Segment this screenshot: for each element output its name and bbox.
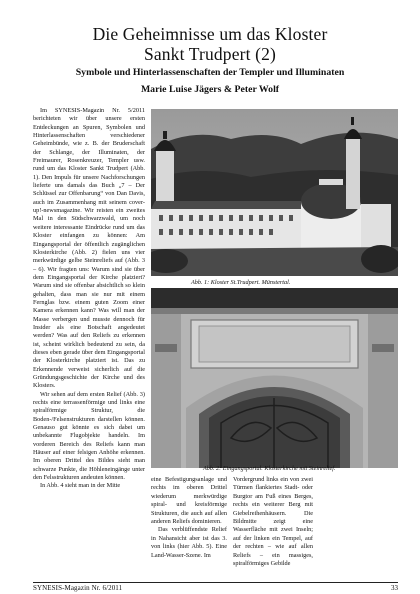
paragraph: eine Befestigungsanlage und rechts im oberen Drittel wiederum merkwürdige spiral- und kreisförmige Strukturen, die auch auf allen anderen Reliefs dominieren.	[151, 476, 227, 526]
bottom-text-column-2	[233, 476, 313, 579]
article-authors: Marie Luise Jägers & Peter Wolf	[140, 84, 280, 95]
bottom-text-column-1	[151, 476, 227, 579]
title-line-1: Die Geheimnisse um das Kloster	[92, 24, 328, 44]
paragraph: Vordergrund links ein von zwei Türmen flankiertes Stadt- oder Burgtor am Fuß eines Berges, rechts ein weiterer Berg mit Giebelreihenhäusern. Die Bildmitte zeigt eine Wasserfläche mit zwei Inseln; auf der linken ein Tempel, auf der rechten – wie auf allen Reliefs – ein massiges, spiralförmiges Gebilde	[233, 476, 313, 568]
left-text-column	[33, 107, 145, 577]
title-line-2: Sankt Trudpert (2)	[143, 44, 276, 64]
figure-1-caption: Abb. 1: Kloster St.Trudpert. Münstertal.	[191, 279, 291, 286]
paragraph: Wir sehen auf dem ersten Relief (Abb. 3) rechts eine terrassenförmige und links eine spiralförmige Struktur, die Boden-/Felsenstrukturen darstellen können. Genauso gut könnte es sich dabei um unbekannte Flugobjekte handeln. Im vorderen Bereich des Reliefs kann man Häuser auf einer felsigen Anhöhe erkennen. Im oberen Drittel des Bildes sieht man schwarze Punkte, die Höhleneingänge unter den Felsstrukturen andeuten können.	[33, 390, 145, 482]
paragraph: Im SYNESIS-Magazin Nr. 5/2011 berichteten wir über unsere ersten Entdeckungen an Spuren, Symbolen und Hinterlassenschaften verschiedener Geheimbünde, wie z. B. der Bruderschaft der Schlange, der Illuminaten, der Freimaurer, Rosenkreuzer, Templer usw. rund um das Kloster Sankt Trudpert (Abb. 1). Den Impuls für unsere Nachforschungen lieferte uns damals das Buch „7 – Der Schlüssel zur Offenbarung“ von Dan Davis, auch im Zusammenhang mit seinem cover-up!-newsmagazine. Wir reisten ein zweites Mal in den Südschwarzwald, um noch weitere interessante Eindrücke rund um das Kloster einfangen zu können: Am Eingangsportal der öffentlich zugänglichen Klosterkirche (Abb. 2) fielen uns vier merkwürdige gelbe Steinreliefs auf (Abb. 3 – 6). Wir fragten uns: Warum sind sie über dem Eingangsportal der Kirche platziert? Warum sind sie offenbar absichtlich so klein gehalten, dass man sie nur mit einem Fernglas bzw. einem guten Zoom einer Kamera erkennen kann? Was will man der Masse verbergen und musste dennoch für Insider als eine Botschaft angedeutet werden? Was auf den Reliefs zu erkennen ist, scheint wirklich bedeutend zu sein, da dieses eben gerade über dem Eingangsportal der Klosterkirche platziert ist. Das zu Erkennende verweist sicherlich auf die Gründungsgeschichte der Kirche und des Klosters.	[33, 107, 145, 390]
figure-2-caption: Abb. 2: Eingangsportal. Klosterkirche mit Steinrelief.	[203, 465, 336, 472]
footer-rule	[33, 582, 398, 583]
article-subtitle: Symbole und Hinterlassenschaften der Templer und Illuminaten	[75, 67, 345, 78]
page-number: 33	[391, 584, 398, 592]
footer-magazine: SYNESIS-Magazin Nr. 6/2011	[33, 584, 123, 592]
monastery-photo	[151, 109, 398, 276]
paragraph: Das verblüffendste Relief in Nahansicht aber ist das 3. von links (hier Abb. 5). Eine Land-Wasser-Szene. Im	[151, 526, 227, 559]
portal-photo	[151, 288, 398, 468]
paragraph: In Abb. 4 sieht man in der Mitte	[40, 482, 121, 490]
